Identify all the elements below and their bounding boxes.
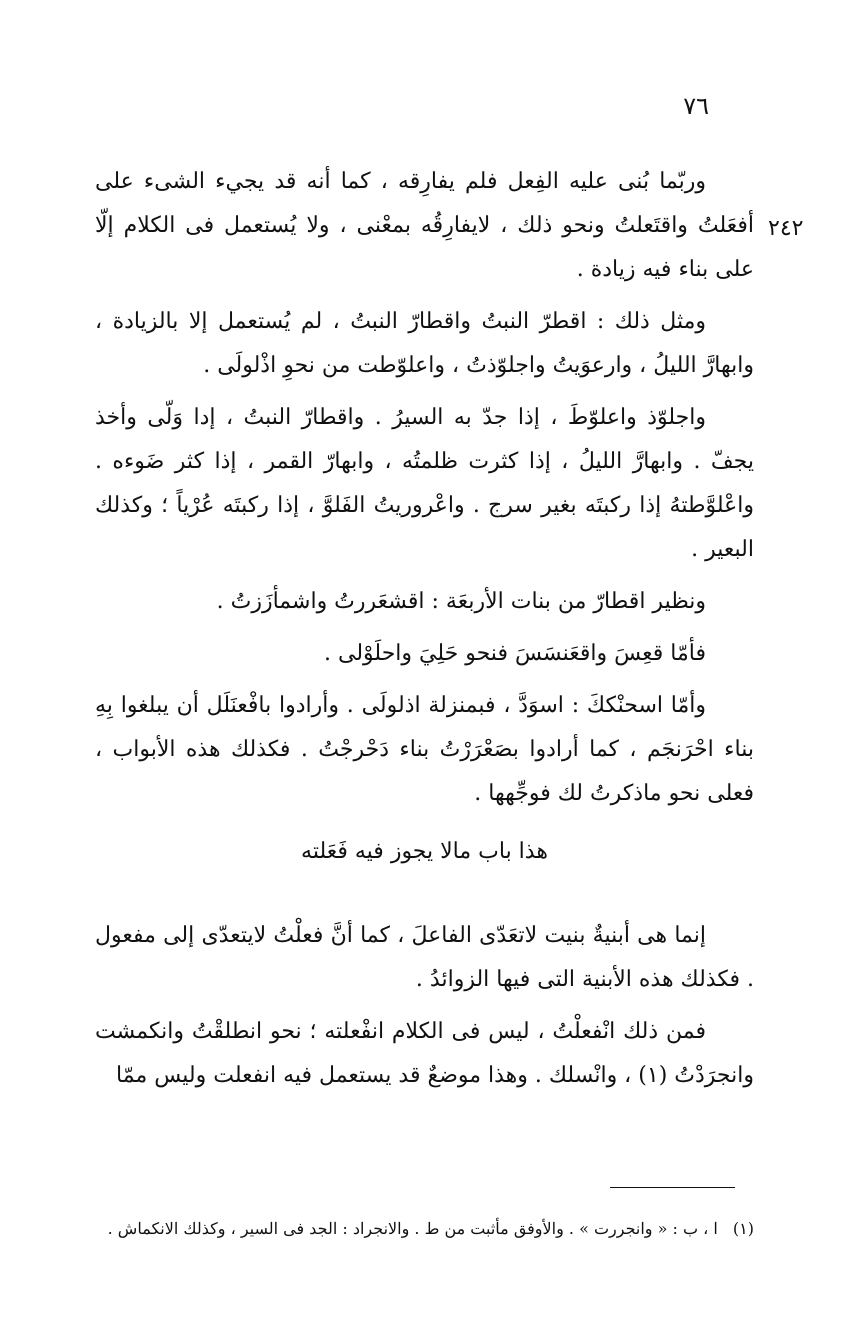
paragraph-7: إنما هى أبنيةٌ بنيت لاتعَدّى الفاعلَ ، كما أنَّ فعلْتُ لايتعدّى إلى مفعول . فكذلك هذه الأبنية التى فيها الزوائدُ .: [95, 923, 754, 992]
footnote-divider: [610, 1187, 735, 1188]
footnote-text: ا ، ب : « وانجررت » . والأوفق مأثبت من ط . والانجراد : الجد فى السير ، وكذلك الانكماش .: [107, 1219, 718, 1238]
paragraph-2: ومثل ذلك : اقطرّ النبتُ واقطارّ النبتُ ، لم يُستعمل إلا بالزيادة ، وابهارَّ الليلُ ، وارعوَيتُ واجلوّذتُ ، واعلوّطت من نحوِ اذْلولَى .: [95, 309, 754, 378]
footnote-mark: (١): [732, 1219, 754, 1238]
body-text: [95, 160, 754, 1106]
paragraph-5: فأمّا قعِسَ واقعَنسَسَ فنحو حَلِيَ واحلَوْلى .: [324, 641, 706, 666]
paragraph-8: فمن ذلك انْفعلْتُ ، ليس فى الكلام انفْعلته ؛ نحو انطلقْتُ وانكمشت وانجرَدْتُ (١) ، وانْسلك . وهذا موضعٌ قد يستعمل فيه انفعلت وليس ممّا: [95, 1019, 754, 1088]
margin-number: ٢٤٢: [768, 216, 804, 241]
paragraph-6: وأمّا اسحنْككَ : اسوَدَّ ، فبمنزلة اذلولَى . وأرادوا بافْعنَلَل أن يبلغوا بِهِ بناء احْرَنجَم ، كما أرادوا بصَعْرَرْتُ بناء دَحْرجْتُ . فكذلك هذه الأبواب ، فعلى نحو ماذكرتُ لك فوجِّهها .: [95, 693, 754, 806]
paragraph-4: ونظير اقطارّ من بنات الأربعَة : اقشعَررتُ واشمأزَزتُ .: [216, 589, 706, 614]
footnote: [95, 1212, 754, 1246]
section-heading: هذا باب مالا يجوز فيه فَعَلته: [301, 839, 548, 864]
paragraph-3: واجلوّذ واعلوّطَ ، إذا جدّ به السيرُ . واقطارّ النبتُ ، إدا وَلّى وأخذ يجفّ . وابهارَّ الليلُ ، إذا كثرت ظلمتُه ، وابهارّ القمر ، إذا كثر ضَوءه . واعْلوَّطتهُ إذا ركبتَه بغير سرج . واعْروريتُ الفَلوَّ ، إذا ركبتَه عُرْياً ؛ وكذلك البعير .: [95, 405, 754, 562]
page-number: ٧٦: [683, 92, 709, 120]
paragraph-1: وربّما بُنى عليه الفِعل فلم يفارِقه ، كما أنه قد يجيء الشىء على أفعَلتُ واقتَعلتُ ونحو ذلك ، لايفارِقُه بمعْنى ، ولا يُستعمل فى الكلام إلّا على بناء فيه زيادة .: [95, 169, 754, 282]
